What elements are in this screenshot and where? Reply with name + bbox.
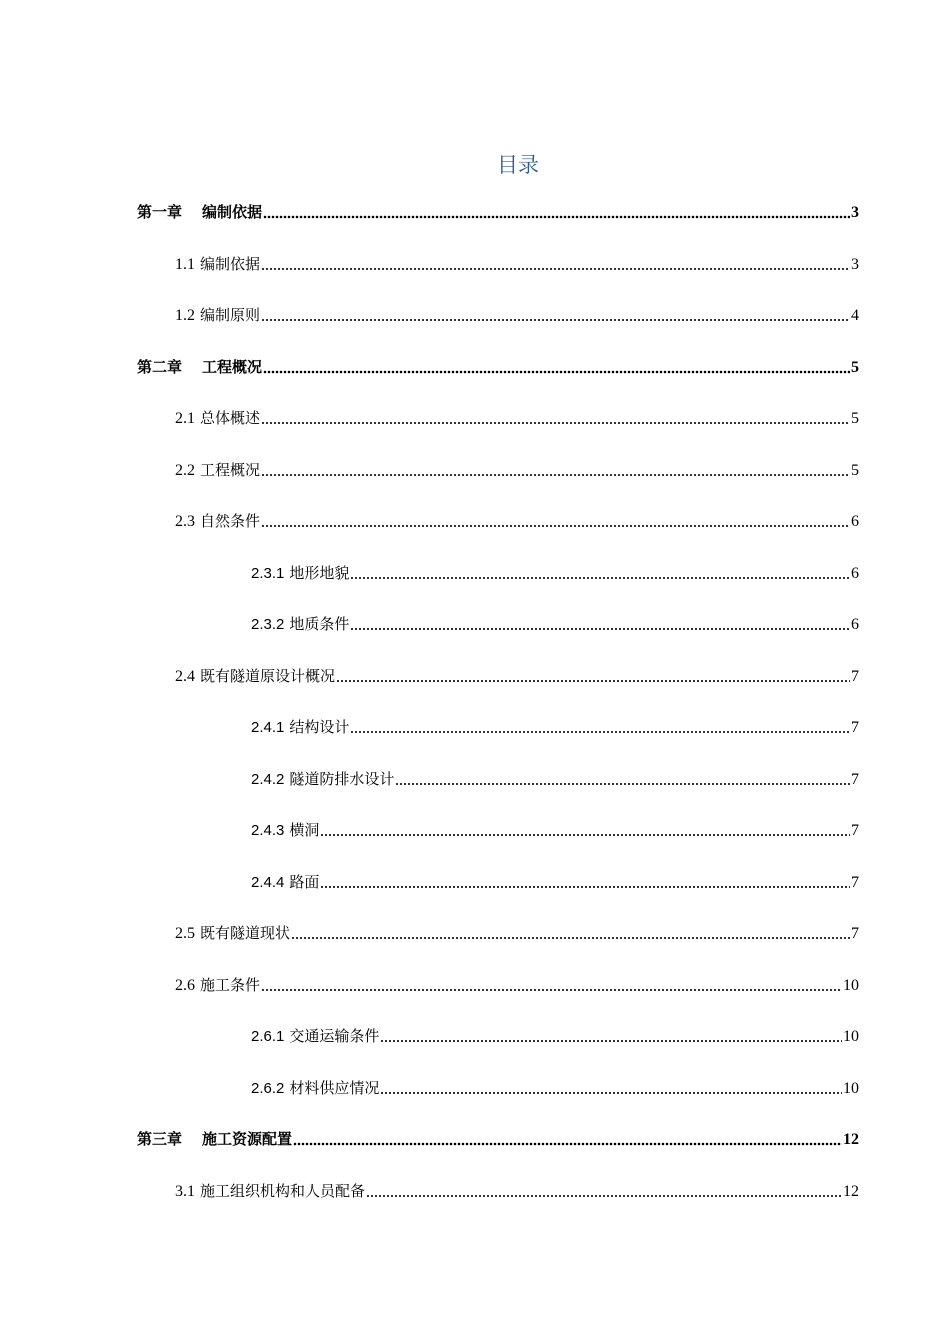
- toc-entry-number: 2.4.2: [251, 771, 285, 788]
- toc-page-number: 5: [851, 359, 859, 376]
- toc-leader-dots: [261, 514, 850, 528]
- toc-entry-text: 地形地貌: [289, 564, 350, 582]
- toc-leader-dots: [350, 617, 850, 631]
- toc-entry[interactable]: [251, 560, 859, 584]
- toc-entry[interactable]: [175, 663, 859, 687]
- toc-entry-number: 2.4.1: [251, 719, 285, 736]
- toc-entry-number: 2.6.1: [251, 1028, 285, 1045]
- toc-entry[interactable]: [175, 508, 859, 532]
- toc-entry-number: 2.4.4: [251, 874, 285, 891]
- toc-entry-number: 2.4.3: [251, 822, 285, 839]
- toc-entry[interactable]: [175, 302, 859, 326]
- toc-leader-dots: [291, 926, 850, 940]
- toc-entry-text: 地质条件: [289, 615, 350, 633]
- toc-entry-label: [251, 872, 319, 893]
- toc-leader-dots: [350, 720, 850, 734]
- toc-entry-text: 结构设计: [289, 718, 350, 736]
- toc-entry-number: 2.5: [175, 925, 195, 942]
- toc-entry-text: 工程概况: [200, 461, 261, 479]
- toc-entry-label: [137, 357, 262, 378]
- toc-leader-dots: [261, 411, 850, 425]
- toc-entry-label: [251, 820, 319, 841]
- toc-leader-dots: [395, 772, 850, 786]
- toc-page-number: 3: [851, 256, 859, 273]
- toc-leader-dots: [261, 463, 850, 477]
- toc-entry[interactable]: [251, 766, 859, 790]
- toc-page-number: 6: [851, 565, 859, 582]
- toc-entry-number: 2.3.2: [251, 616, 285, 633]
- toc-page-number: 5: [851, 462, 859, 479]
- toc-leader-dots: [366, 1184, 842, 1198]
- toc-entry-number: 第三章: [137, 1132, 183, 1148]
- toc-entry-label: [175, 460, 260, 481]
- toc-leader-dots: [320, 823, 850, 837]
- toc-entry-label: [251, 614, 349, 635]
- toc-page-number: 7: [851, 874, 859, 891]
- toc-entry[interactable]: [251, 611, 859, 635]
- toc-entry-text: 施工资源配置: [202, 1130, 293, 1148]
- toc-entry-label: [251, 717, 349, 738]
- toc-entry-number: 2.1: [175, 410, 195, 427]
- toc-entry[interactable]: [175, 920, 859, 944]
- toc-entry[interactable]: [251, 714, 859, 738]
- toc-leader-dots: [380, 1081, 842, 1095]
- toc-entry-label: [175, 923, 290, 944]
- toc-leader-dots: [320, 875, 850, 889]
- toc-entry-label: [175, 511, 260, 532]
- toc-entry[interactable]: [175, 457, 859, 481]
- toc-entry[interactable]: [137, 1126, 859, 1150]
- toc-leader-dots: [261, 978, 842, 992]
- toc-entry-label: [251, 1078, 379, 1099]
- toc-page-number: 6: [851, 513, 859, 530]
- toc-entry-text: 既有隧道原设计概况: [200, 667, 336, 685]
- toc-entry[interactable]: [251, 817, 859, 841]
- toc-entry-label: [175, 666, 335, 687]
- toc-entry-text: 横洞: [289, 821, 320, 839]
- toc-entry-text: 总体概述: [200, 409, 261, 427]
- toc-leader-dots: [261, 257, 850, 271]
- toc-entry[interactable]: [175, 405, 859, 429]
- toc-entry-text: 编制原则: [200, 306, 261, 324]
- toc-leader-dots: [261, 308, 850, 322]
- toc-page-number: 10: [843, 1028, 859, 1045]
- toc-entry-label: [137, 202, 262, 223]
- toc-entry-label: [175, 254, 260, 275]
- toc-entry-number: 2.3.1: [251, 565, 285, 582]
- toc-entry-text: 自然条件: [200, 512, 261, 530]
- toc-page-number: 6: [851, 616, 859, 633]
- toc-page-number: 7: [851, 925, 859, 942]
- toc-leader-dots: [293, 1132, 842, 1146]
- toc-leader-dots: [263, 205, 850, 219]
- toc-leader-dots: [350, 566, 850, 580]
- toc-entry-label: [251, 1026, 379, 1047]
- toc-page-number: 7: [851, 668, 859, 685]
- toc-entry-number: 1.2: [175, 307, 195, 324]
- toc-entry-number: 第二章: [137, 360, 183, 376]
- toc-entry-text: 工程概况: [202, 358, 263, 376]
- toc-entry-text: 隧道防排水设计: [289, 770, 395, 788]
- toc-entry-text: 施工组织机构和人员配备: [200, 1182, 366, 1200]
- toc-page-number: 12: [843, 1131, 859, 1148]
- toc-entry-text: 既有隧道现状: [200, 924, 291, 942]
- toc-entry-label: [175, 1181, 365, 1202]
- toc-entry-label: [251, 563, 349, 584]
- toc-entry-number: 2.6.2: [251, 1080, 285, 1097]
- toc-entry-number: 3.1: [175, 1183, 195, 1200]
- toc-entry[interactable]: [137, 199, 859, 223]
- toc-entry-label: [251, 769, 394, 790]
- toc-entry-number: 2.3: [175, 513, 195, 530]
- toc-entry-number: 1.1: [175, 256, 195, 273]
- toc-entry-label: [175, 975, 260, 996]
- toc-page-number: 4: [851, 307, 859, 324]
- toc-entry-number: 2.6: [175, 977, 195, 994]
- toc-entry-number: 2.2: [175, 462, 195, 479]
- toc-leader-dots: [380, 1029, 842, 1043]
- toc-entry-number: 第一章: [137, 205, 183, 221]
- toc-page-number: 12: [843, 1183, 859, 1200]
- toc-page-number: 5: [851, 410, 859, 427]
- toc-entry[interactable]: [175, 972, 859, 996]
- toc-entry[interactable]: [251, 1075, 859, 1099]
- toc-entry-number: 2.4: [175, 668, 195, 685]
- toc-title: 目录: [497, 153, 539, 177]
- toc-entry[interactable]: [175, 1178, 859, 1202]
- toc-page-number: 7: [851, 719, 859, 736]
- toc-page-number: 7: [851, 771, 859, 788]
- toc-leader-dots: [336, 669, 850, 683]
- toc-page-number: 10: [843, 977, 859, 994]
- toc-leader-dots: [263, 360, 850, 374]
- toc-entry-label: [137, 1129, 292, 1150]
- toc-entry-text: 路面: [289, 873, 320, 891]
- toc-entry-text: 编制依据: [202, 203, 263, 221]
- toc-entry-label: [175, 305, 260, 326]
- toc-page-number: 7: [851, 822, 859, 839]
- toc-entry[interactable]: [175, 251, 859, 275]
- toc-entry-text: 编制依据: [200, 255, 261, 273]
- toc-entry[interactable]: [251, 869, 859, 893]
- toc-page-number: 10: [843, 1080, 859, 1097]
- toc-entry-text: 材料供应情况: [289, 1079, 380, 1097]
- toc-entry-text: 交通运输条件: [289, 1027, 380, 1045]
- toc-entry[interactable]: [251, 1023, 859, 1047]
- toc-entry-text: 施工条件: [200, 976, 261, 994]
- toc-entry-label: [175, 408, 260, 429]
- toc-entry[interactable]: [137, 354, 859, 378]
- toc-page-number: 3: [851, 204, 859, 221]
